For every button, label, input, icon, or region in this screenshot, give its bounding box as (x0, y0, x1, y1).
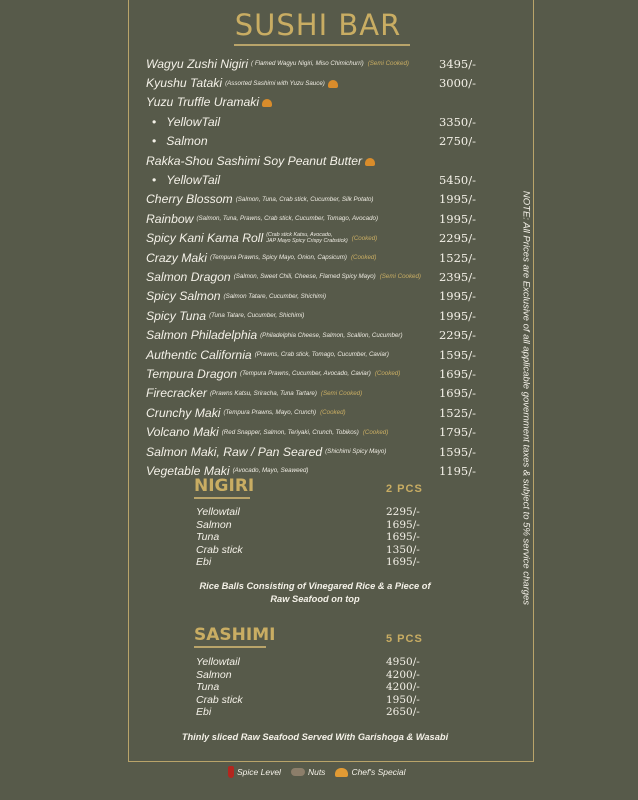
nigiri-caption (180, 580, 450, 606)
item-price: 1595/- (438, 444, 476, 459)
legend-nuts-label: Nuts (307, 767, 326, 777)
cooking-tag: (Semi Cooked) (379, 273, 421, 281)
cooking-tag: (Cooked) (362, 428, 389, 436)
menu-item (146, 248, 476, 267)
menu-item (146, 54, 476, 73)
menu-item (146, 364, 476, 383)
item-description: (Prawns, Crab stick, Tomago, Cucumber, Caviar) (254, 351, 389, 359)
title-underline (234, 44, 410, 46)
sashimi-item-name: Crab stick (196, 693, 243, 706)
item-name: • YellowTail (146, 173, 220, 187)
nigiri-caption-line-2: Raw Seafood on top (270, 594, 360, 604)
sashimi-item (196, 669, 428, 682)
sashimi-item-price: 4200/- (386, 668, 420, 681)
item-description: (Salmon, Tuna, Prawns, Crab stick, Cucumber, Tomago, Avocado) (196, 215, 379, 223)
sashimi-item-name: Ebi (196, 706, 212, 719)
menu-item (146, 306, 476, 325)
menu-item (146, 170, 476, 189)
menu-item (146, 442, 476, 461)
nigiri-heading: NIGIRI (194, 476, 255, 496)
menu-item (146, 345, 476, 364)
chili-icon (228, 766, 234, 778)
legend-spice (228, 766, 281, 778)
sashimi-item (196, 681, 428, 694)
menu-item (146, 403, 476, 422)
item-name: Kyushu Tataki (146, 76, 223, 91)
item-name: Rakka-Shou Sashimi Soy Peanut Butter (146, 153, 363, 168)
nigiri-item-name: Tuna (196, 531, 220, 544)
item-name: Spicy Tuna (146, 308, 207, 323)
item-name: • Salmon (146, 134, 208, 148)
legend-chef-label: Chef's Special (351, 767, 406, 777)
item-description: (Philadelphia Cheese, Salmon, Scallion, Cucumber) (260, 331, 403, 339)
nigiri-item-name: Ebi (196, 556, 212, 569)
item-price: 1995/- (438, 289, 476, 304)
item-description: (Assorted Sashimi with Yuzu Sauce) (225, 79, 325, 87)
menu-item (146, 93, 476, 112)
menu-item (146, 422, 476, 441)
chef-special-icon (328, 80, 338, 88)
item-price: 2295/- (438, 231, 476, 246)
item-name: Crunchy Maki (146, 405, 221, 420)
item-name: Salmon Dragon (146, 269, 231, 284)
item-price: 1995/- (438, 211, 476, 226)
sashimi-caption: Thinly sliced Raw Seafood Served With Garishoga & Wasabi (181, 732, 449, 742)
nigiri-item (196, 544, 428, 557)
item-price: 1195/- (438, 463, 476, 478)
item-name: Cherry Blossom (146, 192, 233, 207)
sashimi-list (196, 656, 428, 719)
sashimi-item (196, 656, 428, 669)
item-price: 2295/- (438, 328, 476, 343)
item-name: Authentic California (146, 347, 252, 362)
legend-spice-label: Spice Level (237, 767, 281, 777)
item-name: Yuzu Truffle Uramaki (146, 95, 260, 110)
menu-item (146, 267, 476, 286)
cooking-tag: (Cooked) (350, 254, 377, 262)
sashimi-item-price: 4200/- (386, 681, 420, 694)
item-price: 2750/- (438, 134, 476, 149)
menu-item (146, 151, 476, 170)
item-price: 1995/- (438, 192, 476, 207)
menu-item (146, 112, 476, 131)
nut-icon (291, 768, 305, 776)
menu-item (146, 384, 476, 403)
item-price: 1995/- (438, 308, 476, 323)
item-description: (Prawns Katsu, Sriracha, Tuna Tartare) (209, 389, 317, 397)
nigiri-item-price: 1350/- (386, 543, 420, 556)
nigiri-item (196, 556, 428, 569)
sashimi-pcs: 5 PCS (386, 633, 423, 645)
menu-item (146, 190, 476, 209)
item-description: (Tempura Prawns, Mayo, Crunch) (223, 409, 317, 417)
nigiri-caption-line-1: Rice Balls Consisting of Vinegared Rice & a Piece of (199, 581, 431, 591)
item-description (266, 232, 348, 244)
item-name: Spicy Salmon (146, 289, 221, 304)
cooking-tag: (Semi Cooked) (367, 60, 409, 68)
sashimi-item-name: Yellowtail (196, 656, 240, 668)
chef-special-icon (262, 99, 272, 107)
nigiri-item-price: 1695/- (386, 531, 420, 544)
item-description: (Salmon, Tuna, Crab stick, Cucumber, Silk Potato) (235, 195, 374, 203)
item-description: (Red Snapper, Salmon, Teriyaki, Crunch, Tobikos) (221, 428, 359, 436)
item-price: 1795/- (438, 425, 476, 440)
item-name: Volcano Maki (146, 425, 219, 440)
item-name: Rainbow (146, 211, 194, 226)
item-price: 3000/- (438, 76, 476, 91)
item-price: 1525/- (438, 250, 476, 265)
item-name: Spicy Kani Kama Roll (146, 231, 264, 246)
menu-item (146, 73, 476, 92)
item-price: 2395/- (438, 269, 476, 284)
sashimi-item-name: Salmon (196, 668, 232, 681)
nigiri-list (196, 506, 428, 569)
nigiri-item-price: 2295/- (386, 506, 420, 518)
sushi-bar-menu (146, 54, 476, 481)
menu-item (146, 287, 476, 306)
nigiri-item (196, 531, 428, 544)
nigiri-pcs: 2 PCS (386, 483, 423, 495)
nigiri-item-name: Crab stick (196, 543, 243, 556)
item-description: (Salmon, Sweet Chili, Cheese, Flamed Spicy Mayo) (233, 273, 376, 281)
item-description-line-2: JAP Mayo Spicy Crispy Crabstick) (266, 238, 348, 245)
item-name: Vegetable Maki (146, 463, 230, 478)
item-price: 5450/- (438, 173, 476, 188)
nigiri-item-price: 1695/- (386, 518, 420, 531)
item-price: 1695/- (438, 366, 476, 381)
sashimi-item-name: Tuna (196, 681, 220, 694)
sashimi-item-price: 1950/- (386, 693, 420, 706)
sashimi-item (196, 694, 428, 707)
cooking-tag: (Semi Cooked) (320, 389, 363, 397)
item-name: Salmon Maki, Raw / Pan Seared (146, 444, 323, 459)
cooking-tag: (Cooked) (320, 409, 346, 417)
nigiri-item-name: Salmon (196, 518, 232, 531)
menu-item (146, 132, 476, 151)
item-description: (Tuna Tatare, Cucumber, Shichimi) (209, 312, 305, 320)
item-description: (Shichimi Spicy Mayo) (325, 448, 387, 455)
item-name: Wagyu Zushi Nigiri (146, 56, 249, 71)
menu-item (146, 325, 476, 344)
item-price: 1525/- (438, 405, 476, 420)
item-name: Crazy Maki (146, 250, 207, 265)
sashimi-item (196, 706, 428, 719)
item-name: Tempura Dragon (146, 366, 238, 381)
cooking-tag: (Cooked) (351, 234, 378, 242)
item-price: 3495/- (438, 56, 476, 71)
sashimi-item-price: 4950/- (386, 656, 420, 668)
page-title: SUSHI BAR (234, 8, 402, 42)
item-description: (Salmon Tatare, Cucumber, Shichimi) (223, 292, 327, 300)
item-price: 1695/- (438, 386, 476, 401)
item-description: ( Flamed Wagyu Nigiri, Miso Chimichurri) (251, 60, 364, 68)
nigiri-underline (194, 497, 250, 499)
cooking-tag: (Cooked) (374, 370, 401, 378)
menu-item (146, 209, 476, 228)
pricing-note: NOTE: All Prices are Exclusive of all applicable government taxes & subject to 5% service charges (520, 190, 532, 606)
nigiri-item (196, 506, 428, 519)
item-name: • YellowTail (146, 115, 220, 129)
item-price: 3350/- (438, 114, 476, 129)
nigiri-item (196, 519, 428, 532)
item-name: Firecracker (146, 386, 207, 401)
sashimi-item-price: 2650/- (386, 706, 420, 719)
menu-item (146, 229, 476, 248)
chef-special-icon (365, 158, 375, 166)
nigiri-item-price: 1695/- (386, 556, 420, 569)
legend-chef (335, 767, 405, 777)
item-price: 1595/- (438, 347, 476, 362)
chef-hat-icon (335, 768, 348, 777)
item-description: (Tempura Prawns, Cucumber, Avocado, Caviar) (240, 370, 371, 378)
item-description: (Tempura Prawns, Spicy Mayo, Onion, Capsicum) (209, 254, 347, 262)
legend (228, 766, 416, 778)
item-description: (Avocado, Mayo, Seaweed) (232, 467, 309, 475)
nigiri-item-name: Yellowtail (196, 506, 240, 518)
item-description-line-1: (Crab stick Katsu, Avocado, (266, 232, 333, 239)
item-name: Salmon Philadelphia (146, 328, 258, 343)
sashimi-underline (194, 646, 266, 648)
sashimi-heading: SASHIMI (194, 625, 276, 645)
legend-nuts (291, 767, 325, 777)
